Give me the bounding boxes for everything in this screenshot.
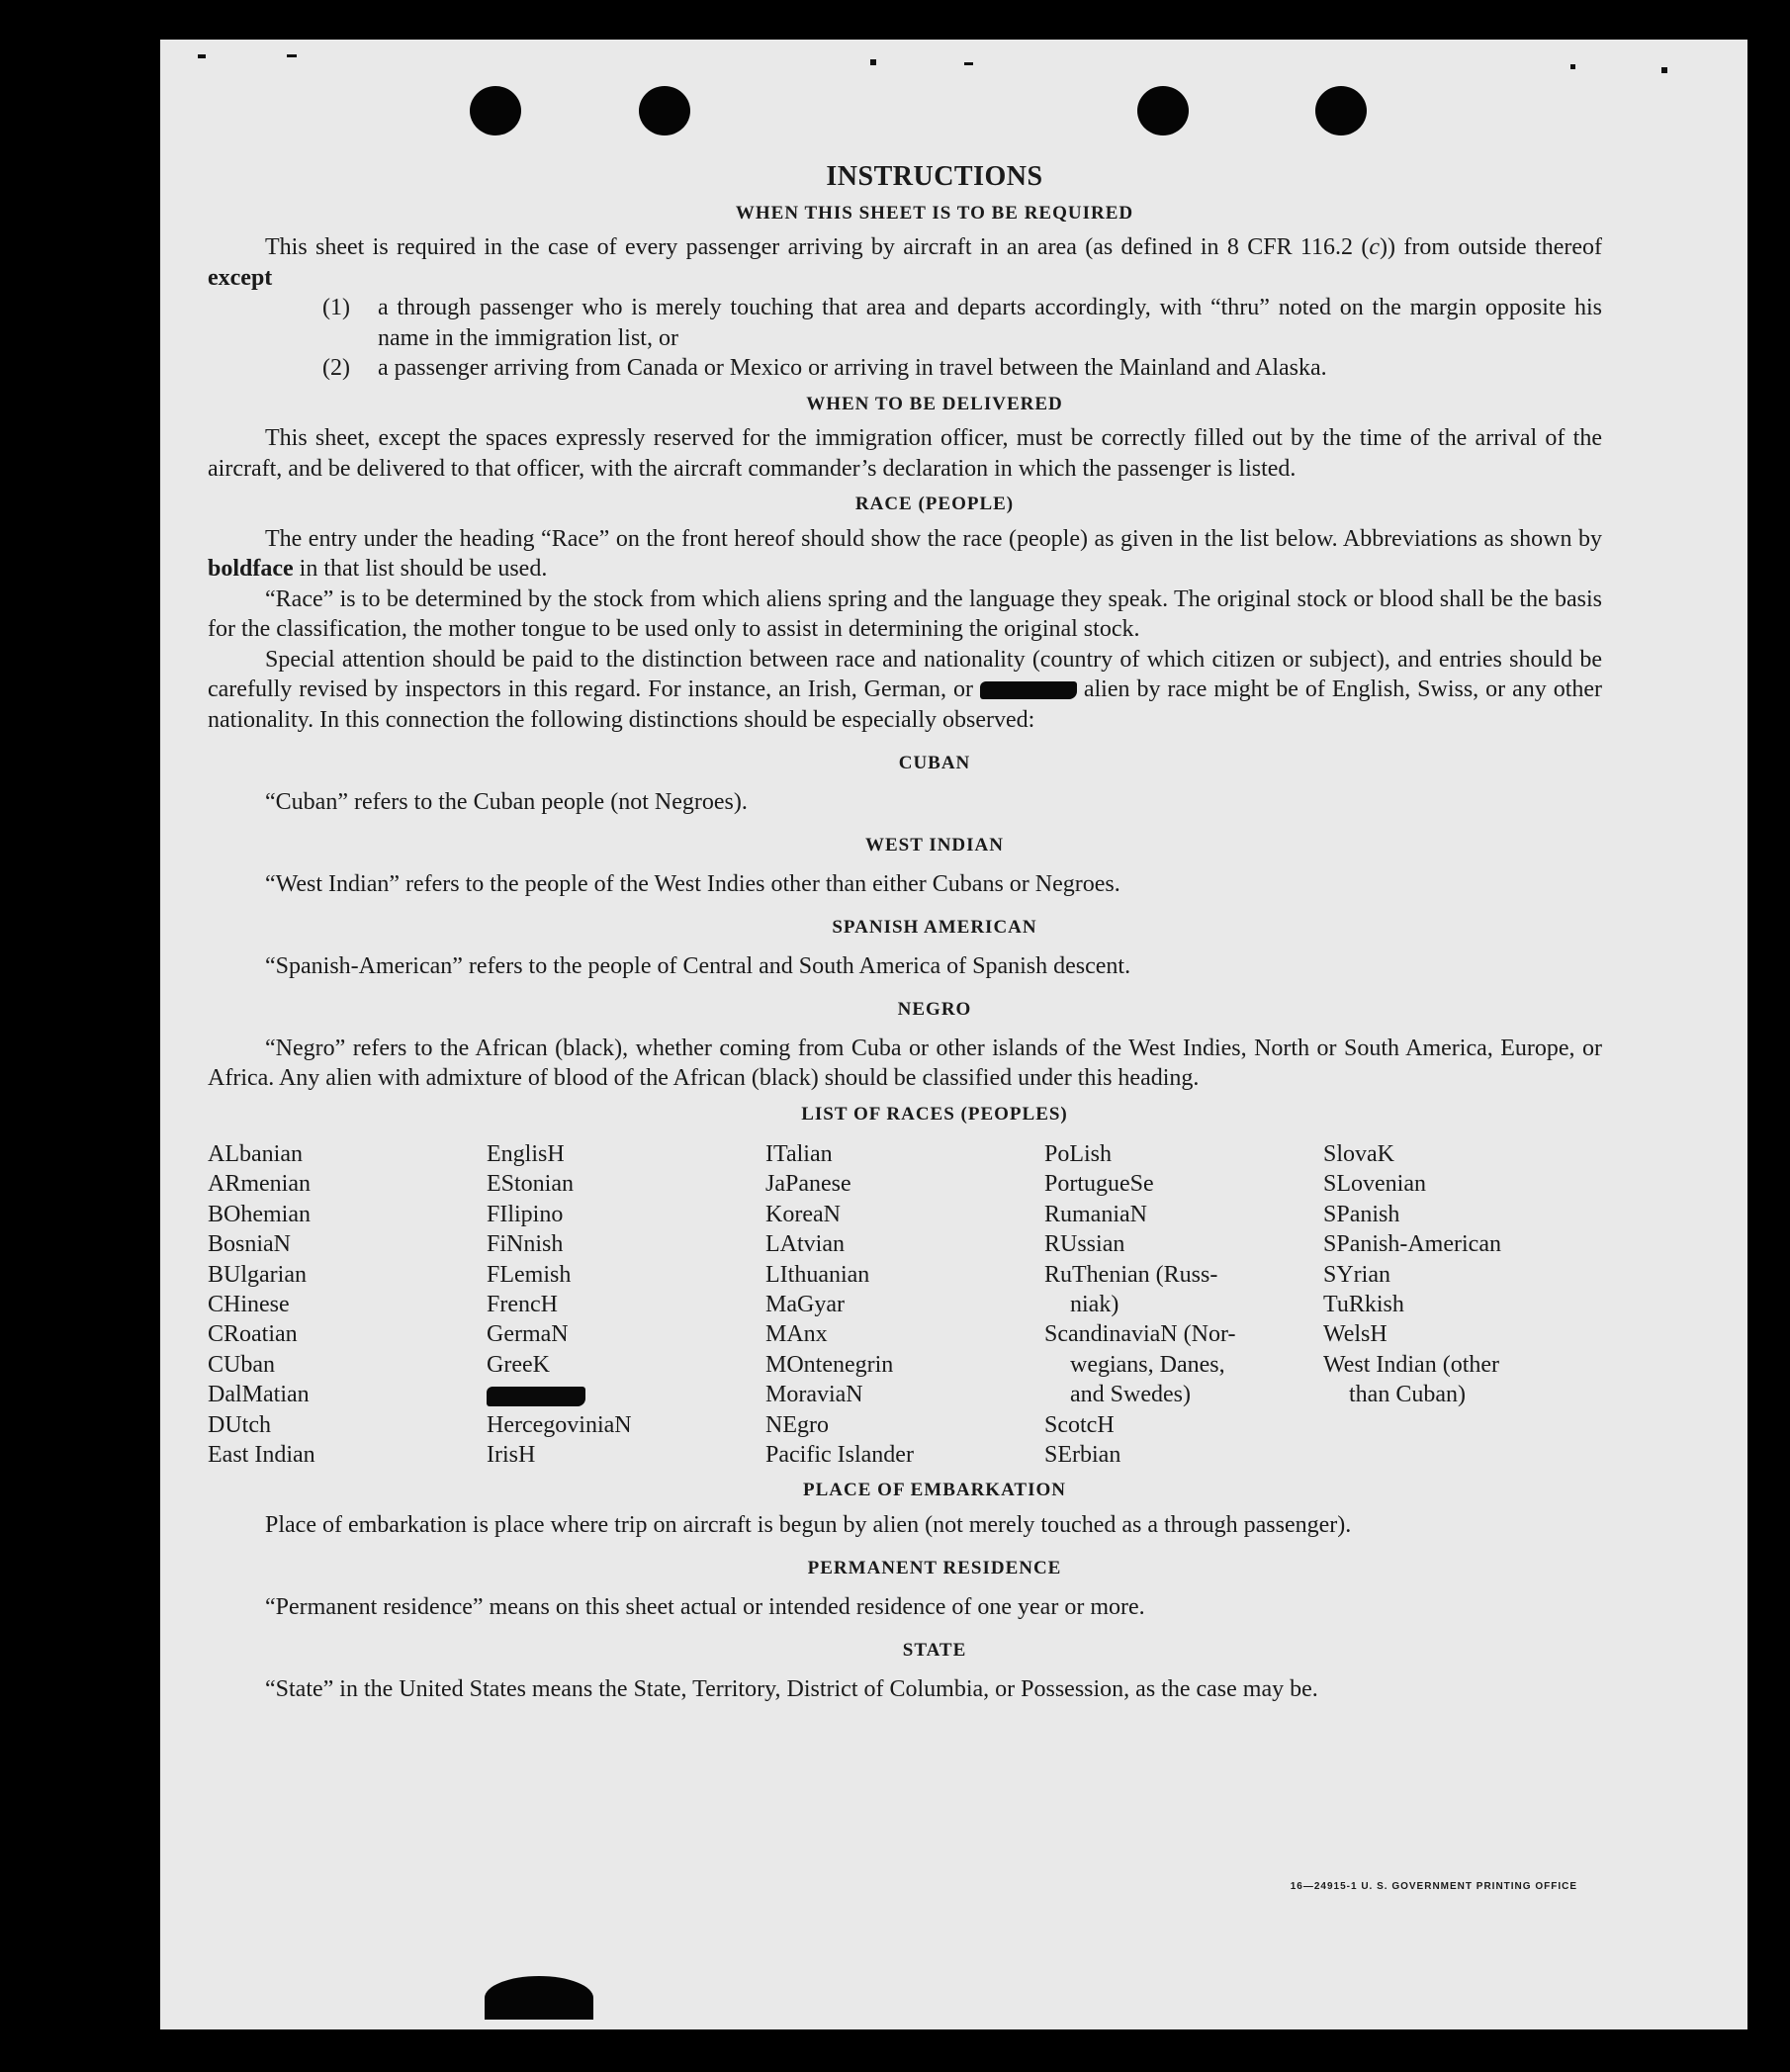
redaction-mark bbox=[487, 1387, 585, 1406]
section-heading: WHEN TO BE DELIVERED bbox=[806, 393, 1063, 414]
race-entry: wegians, Danes, bbox=[1070, 1351, 1225, 1378]
race-entry: IrisH bbox=[487, 1442, 536, 1469]
race-entry: RumaniaN bbox=[1044, 1201, 1147, 1227]
race-entry: PoLish bbox=[1044, 1141, 1113, 1167]
race-entry: MoraviaN bbox=[765, 1382, 863, 1408]
race-entry: MOntenegrin bbox=[765, 1351, 894, 1378]
page-title: INSTRUCTIONS bbox=[826, 161, 1043, 192]
paragraph: This sheet is required in the case of every passenger arriving by aircraft in an area (as defined in 8 CFR 116.2 (c)) from outside thereof except bbox=[208, 234, 1602, 291]
section-heading: PLACE OF EMBARKATION bbox=[803, 1480, 1066, 1501]
race-entry: FIlipino bbox=[487, 1201, 564, 1227]
paragraph: Place of embarkation is place where trip on aircraft is begun by alien (not merely touched as a through passenger). bbox=[265, 1511, 1352, 1538]
race-entry: Pacific Islander bbox=[765, 1442, 914, 1469]
race-entry: FiNnish bbox=[487, 1231, 564, 1258]
race-list bbox=[208, 1139, 1602, 1470]
race-entry: GermaN bbox=[487, 1321, 569, 1348]
scan-speck bbox=[1661, 67, 1667, 73]
scan-speck bbox=[1570, 64, 1575, 69]
race-entry: DalMatian bbox=[208, 1382, 310, 1408]
race-entry: FrencH bbox=[487, 1292, 558, 1318]
race-entry: niak) bbox=[1070, 1292, 1119, 1318]
section-heading: NEGRO bbox=[897, 999, 972, 1020]
race-column bbox=[487, 1139, 765, 1470]
instructions-content bbox=[208, 162, 1602, 1704]
race-entry: ScotcH bbox=[1044, 1411, 1115, 1438]
race-column bbox=[1044, 1139, 1323, 1470]
section-heading: WEST INDIAN bbox=[865, 835, 1004, 856]
race-entry: BosniaN bbox=[208, 1231, 291, 1258]
race-entry: SPanish bbox=[1323, 1201, 1400, 1227]
race-entry: RUssian bbox=[1044, 1231, 1125, 1258]
race-entry: SPanish-American bbox=[1323, 1231, 1501, 1258]
race-entry: FLemish bbox=[487, 1261, 572, 1288]
paragraph: “West Indian” refers to the people of the West Indies other than either Cubans or Negroes. bbox=[265, 870, 1120, 897]
race-entry: and Swedes) bbox=[1070, 1382, 1191, 1408]
paragraph: Special attention should be paid to the distinction between race and nationality (country of which citizen or subject), and entries should be carefully revised by inspectors in this regard. For instance, an Irish, German, or alien by race might be of English, Swiss, or any other nationality. In this connection the following distinctions should be especially observed: bbox=[208, 646, 1603, 733]
list-item: (1) a through passenger who is merely touching that area and departs accordingly, with “thru” noted on the margin opposite his name in the immigration list, or bbox=[322, 295, 1602, 351]
race-entry: BUlgarian bbox=[208, 1261, 307, 1288]
race-entry: than Cuban) bbox=[1349, 1382, 1466, 1408]
race-entry: PortugueSe bbox=[1044, 1171, 1154, 1198]
race-entry-redacted bbox=[487, 1380, 765, 1409]
race-column bbox=[765, 1139, 1044, 1470]
paragraph: “Spanish-American” refers to the people of Central and South America of Spanish descent. bbox=[265, 952, 1131, 979]
paragraph: “State” in the United States means the State, Territory, District of Columbia, or Possession, as the case may be. bbox=[265, 1675, 1318, 1702]
race-entry: DUtch bbox=[208, 1411, 271, 1438]
race-entry: GreeK bbox=[487, 1351, 550, 1378]
redaction-mark bbox=[980, 681, 1077, 699]
section-heading: PERMANENT RESIDENCE bbox=[807, 1558, 1062, 1579]
race-entry: East Indian bbox=[208, 1442, 315, 1469]
race-entry: ScandinaviaN (Nor- bbox=[1044, 1321, 1236, 1348]
race-entry: CRoatian bbox=[208, 1321, 298, 1348]
print-code: 16—24915-1 U. S. GOVERNMENT PRINTING OFFICE bbox=[1290, 1881, 1577, 1892]
race-entry: SLovenian bbox=[1323, 1171, 1426, 1198]
section-heading: SPANISH AMERICAN bbox=[832, 917, 1037, 938]
section-heading: RACE (PEOPLE) bbox=[854, 494, 1015, 514]
paragraph: This sheet, except the spaces expressly reserved for the immigration officer, must be correctly filled out by the time of the arrival of the aircraft, and be delivered to that officer, with the aircraft commander’s declaration in which the passenger is listed. bbox=[208, 425, 1602, 482]
punch-hole bbox=[639, 86, 690, 135]
section-heading: STATE bbox=[902, 1640, 967, 1662]
race-entry: NEgro bbox=[765, 1411, 829, 1438]
race-entry: HercegoviniaN bbox=[487, 1411, 632, 1438]
race-column bbox=[1323, 1139, 1602, 1470]
race-entry: MaGyar bbox=[765, 1292, 845, 1318]
race-entry: KoreaN bbox=[765, 1201, 841, 1227]
race-entry: BOhemian bbox=[208, 1201, 311, 1227]
punch-hole bbox=[1315, 86, 1367, 135]
race-entry: JaPanese bbox=[765, 1171, 851, 1198]
race-entry: TuRkish bbox=[1323, 1292, 1404, 1318]
section-heading: LIST OF RACES (PEOPLES) bbox=[801, 1103, 1068, 1125]
list-item: (2) a passenger arriving from Canada or Mexico or arriving in travel between the Mainland and Alaska. bbox=[322, 355, 1327, 381]
race-entry: RuThenian (Russ- bbox=[1044, 1261, 1218, 1288]
race-entry: SErbian bbox=[1044, 1442, 1121, 1469]
section-heading: WHEN THIS SHEET IS TO BE REQUIRED bbox=[735, 202, 1134, 224]
race-column bbox=[208, 1139, 487, 1470]
race-entry: LAtvian bbox=[765, 1231, 845, 1258]
document-page bbox=[160, 40, 1747, 2029]
race-entry: ALbanian bbox=[208, 1141, 303, 1167]
race-entry: WelsH bbox=[1323, 1321, 1387, 1348]
paragraph: The entry under the heading “Race” on the front hereof should show the race (people) as given in the list below. Abbreviations as shown by boldface in that list should be used. bbox=[208, 525, 1602, 582]
race-entry: EnglisH bbox=[487, 1141, 565, 1167]
race-entry: LIthuanian bbox=[765, 1261, 870, 1288]
paragraph: “Race” is to be determined by the stock from which aliens spring and the language they speak. The original stock or blood shall be the basis for the classification, the mother tongue to be used only to assist in determining the original stock. bbox=[208, 586, 1602, 642]
punch-hole bbox=[470, 86, 521, 135]
paragraph: “Negro” refers to the African (black), whether coming from Cuba or other islands of the West Indies, North or South America, Europe, or Africa. Any alien with admixture of blood of the African (black) should be classified under this heading. bbox=[208, 1035, 1602, 1091]
race-entry: SYrian bbox=[1323, 1261, 1390, 1288]
punch-hole bbox=[1137, 86, 1189, 135]
section-heading: CUBAN bbox=[898, 753, 971, 773]
race-entry: ARmenian bbox=[208, 1171, 311, 1198]
race-entry: West Indian (other bbox=[1323, 1351, 1500, 1378]
scan-speck bbox=[870, 59, 876, 65]
race-entry: CHinese bbox=[208, 1292, 290, 1318]
race-entry: MAnx bbox=[765, 1321, 828, 1348]
scan-artifact bbox=[485, 1976, 593, 2020]
scan-speck bbox=[964, 62, 973, 65]
race-entry: EStonian bbox=[487, 1171, 574, 1198]
race-entry: ITalian bbox=[765, 1141, 833, 1167]
paragraph: “Cuban” refers to the Cuban people (not Negroes). bbox=[265, 788, 748, 815]
race-entry: CUban bbox=[208, 1351, 275, 1378]
paragraph: “Permanent residence” means on this sheet actual or intended residence of one year or more. bbox=[265, 1593, 1145, 1620]
scan-speck bbox=[287, 54, 297, 57]
scan-speck bbox=[198, 54, 206, 58]
race-entry: SlovaK bbox=[1323, 1141, 1394, 1167]
